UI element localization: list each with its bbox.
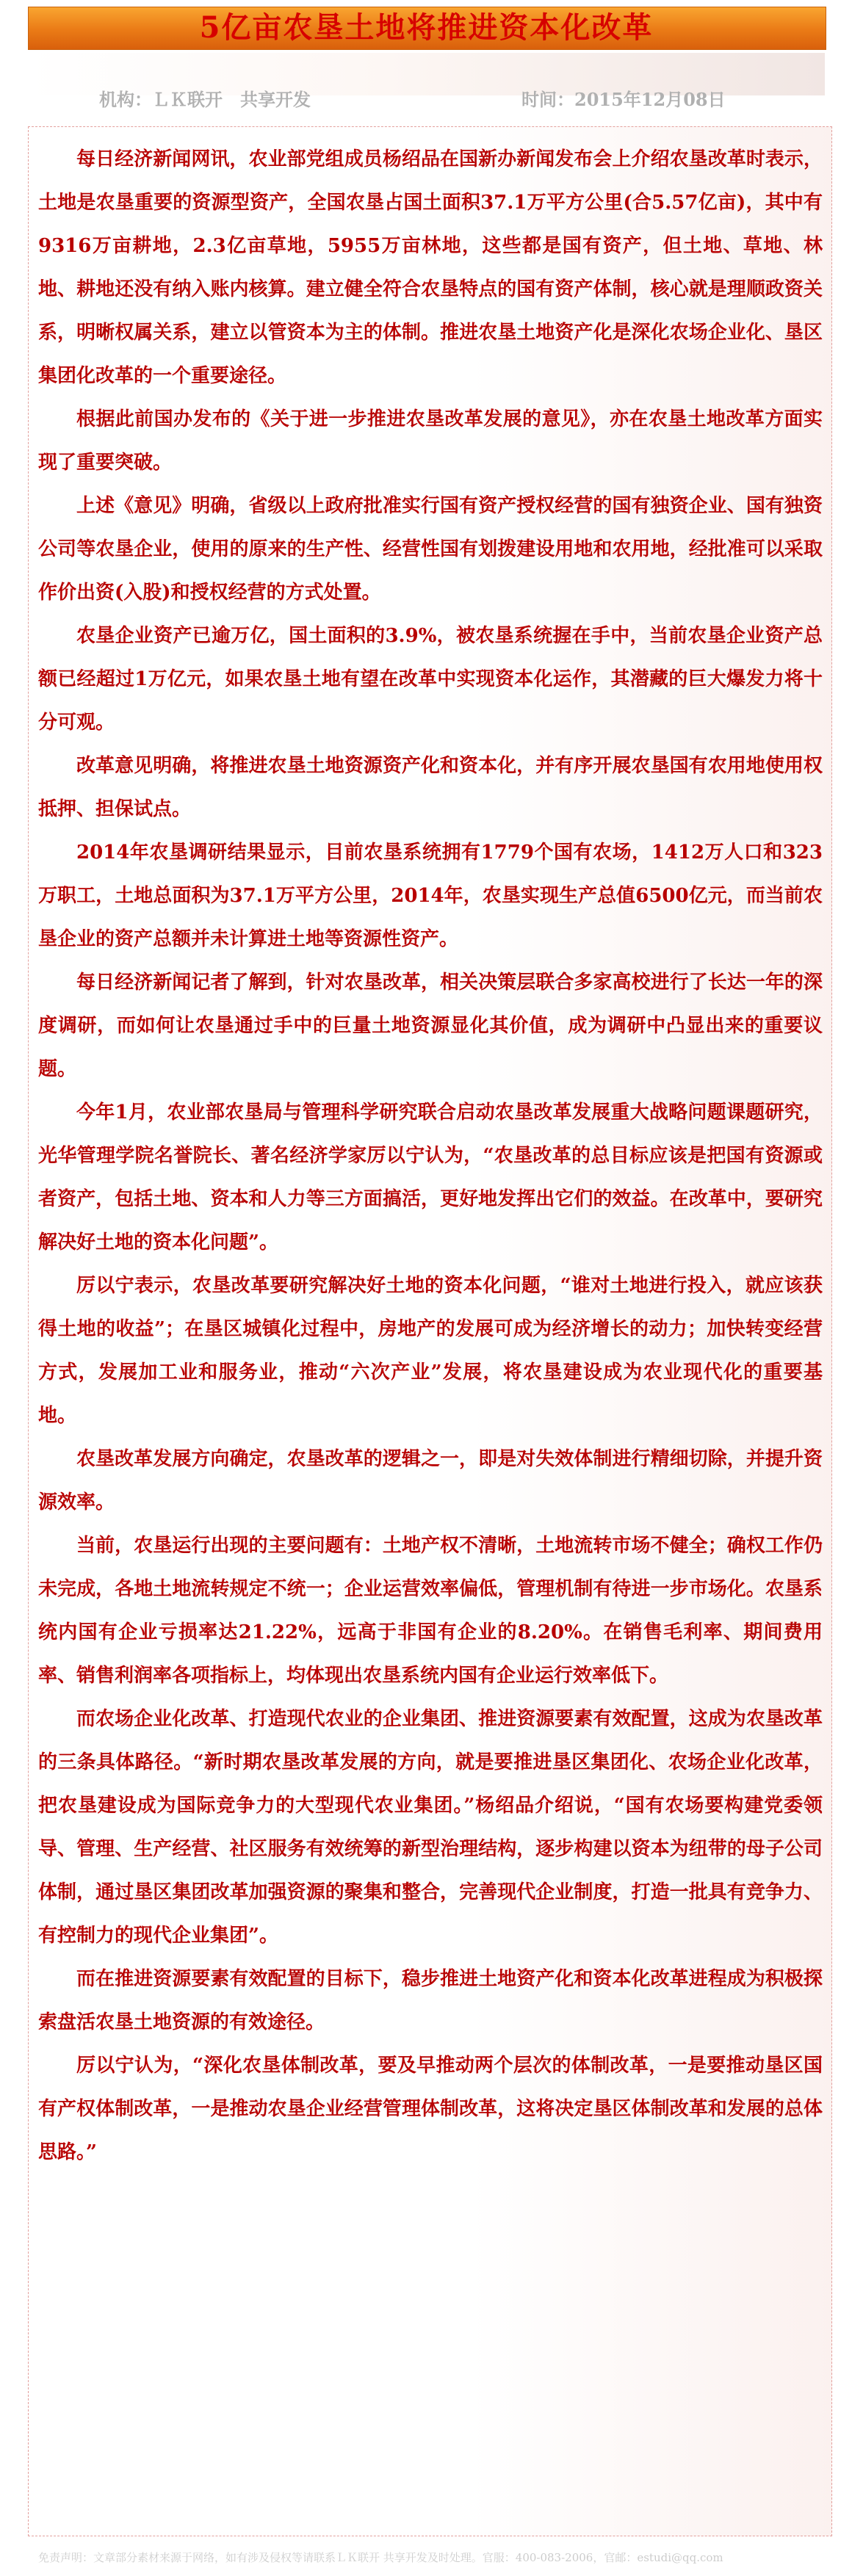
paragraph-3: 上述《意见》明确，省级以上政府批准实行国有资产授权经营的国有独资企业、国有独资公司等农垦企业，使用的原来的生产性、经营性国有划拨建设用地和农用地，经批准可以采取作价出资(入股)和授权经营的方式处置。: [38, 495, 823, 604]
paragraph-9: 厉以宁表示，农垦改革要研究解决好土地的资本化问题，“谁对土地进行投入，就应该获得土地的收益”；在垦区城镇化过程中，房地产的发展可成为经济增长的动力；加快转变经营方式，发展加工业和服务业，推动“六次产业”发展，将农垦建设成为农业现代化的重要基地。: [38, 1275, 823, 1427]
page-title: 5亿亩农垦土地将推进资本化改革: [199, 10, 654, 45]
paragraph-14: 厉以宁认为，“深化农垦体制改革，要及早推动两个层次的体制改革，一是要推动垦区国有产权体制改革，一是推动农垦企业经营管理体制改革，这将决定垦区体制改革和发展的总体思路。”: [38, 2055, 823, 2163]
paragraph-10: 农垦改革发展方向确定，农垦改革的逻辑之一，即是对失效体制进行精细切除，并提升资源效率。: [38, 1448, 823, 1513]
paragraph-8: 今年1月，农业部农垦局与管理科学研究联合启动农垦改革发展重大战略问题课题研究，光华管理学院名誉院长、著名经济学家厉以宁认为，“农垦改革的总目标应该是把国有资源或者资产，包括土地、资本和人力等三方面搞活，更好地发挥出它们的效益。在改革中，要研究解决好土地的资本化问题”。: [38, 1101, 823, 1253]
paragraph-5: 改革意见明确，将推进农垦土地资源资产化和资本化，并有序开展农垦国有农用地使用权抵押、担保试点。: [38, 755, 823, 820]
paragraph-13: 而在推进资源要素有效配置的目标下，稳步推进土地资产化和资本化改革进程成为积极探索盘活农垦土地资源的有效途径。: [38, 1968, 823, 2033]
paragraph-12: 而农场企业化改革、打造现代农业的企业集团、推进资源要素有效配置，这成为农垦改革的三条具体路径。“新时期农垦改革发展的方向，就是要推进垦区集团化、农场企业化改革，把农垦建设成为国际竞争力的大型现代农业集团。”杨绍品介绍说，“国有农场要构建党委领导、管理、生产经营、社区服务有效统筹的新型治理结构，逐步构建以资本为纽带的母子公司体制，通过垦区集团改革加强资源的聚集和整合，完善现代企业制度，打造一批具有竞争力、有控制力的现代企业集团”。: [38, 1708, 823, 1947]
paragraph-11: 当前，农垦运行出现的主要问题有：土地产权不清晰，土地流转市场不健全；确权工作仍未完成，各地土地流转规定不统一；企业运营效率偏低，管理机制有待进一步市场化。农垦系统内国有企业亏损率达21.22%，远高于非国有企业的8.20%。在销售毛利率、期间费用率、销售利润率各项指标上，均体现出农垦系统内国有企业运行效率低下。: [38, 1535, 823, 1687]
paragraph-1: 每日经济新闻网讯，农业部党组成员杨绍品在国新办新闻发布会上介绍农垦改革时表示，土地是农垦重要的资源型资产，全国农垦占国土面积37.1万平方公里(合5.57亿亩)，其中有9316万亩耕地，2.3亿亩草地，5955万亩林地，这些都是国有资产，但土地、草地、林地、耕地还没有纳入账内核算。建立健全符合农垦特点的国有资产体制，核心就是理顺政资关系，明晰权属关系，建立以管资本为主的体制。推进农垦土地资产化是深化农场企业化、垦区集团化改革的一个重要途径。: [38, 148, 823, 387]
publish-date: 时间：2015年12月08日: [521, 89, 726, 110]
paragraph-4: 农垦企业资产已逾万亿，国土面积的3.9%，被农垦系统握在手中，当前农垦企业资产总额已经超过1万亿元，如果农垦土地有望在改革中实现资本化运作，其潜藏的巨大爆发力将十分可观。: [38, 625, 823, 734]
paragraph-7: 每日经济新闻记者了解到，针对农垦改革，相关决策层联合多家高校进行了长达一年的深度调研，而如何让农垦通过手中的巨量土地资源显化其价值，成为调研中凸显出来的重要议题。: [38, 972, 823, 1080]
disclaimer-footer: 免责声明：文章部分素材来源于网络，如有涉及侵权等请联系ＬＫ联开 共享开发及时处理。官服：400-083-2006，官邮：estudi@qq.com: [38, 2551, 723, 2564]
paragraph-2: 根据此前国办发布的《关于进一步推进农垦改革发展的意见》，亦在农垦土地改革方面实现了重要突破。: [38, 408, 823, 474]
article-body: [38, 138, 823, 2174]
paragraph-6: 2014年农垦调研结果显示，目前农垦系统拥有1779个国有农场，1412万人口和323万职工，土地总面积为37.1万平方公里，2014年，农垦实现生产总值6500亿元，而当前农垦企业的资产总额并未计算进土地等资源性资产。: [38, 842, 823, 950]
publisher-label: 机构：ＬＫ联开 共享开发: [99, 89, 311, 110]
